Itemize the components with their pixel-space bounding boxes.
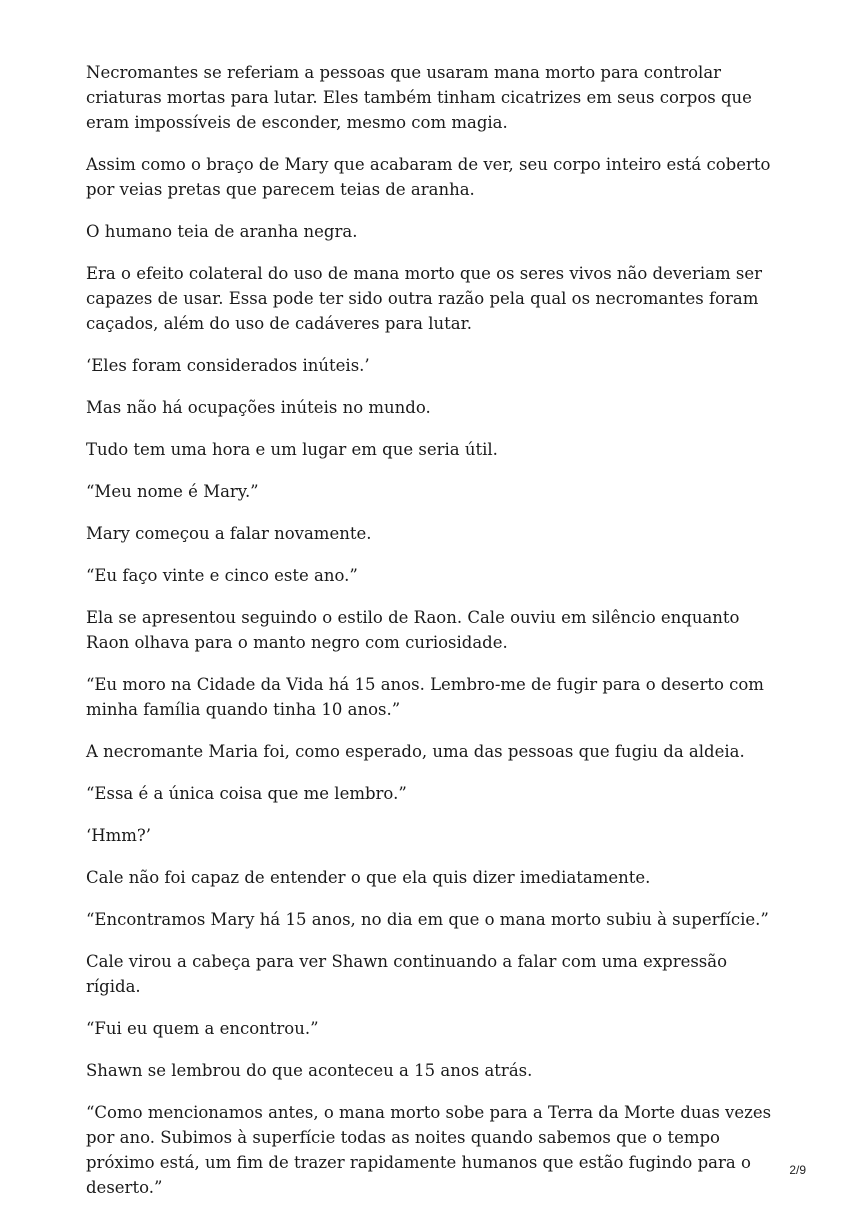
paragraph: Mary começou a falar novamente. (86, 524, 372, 543)
paragraph: “Meu nome é Mary.” (86, 482, 259, 501)
page-number: 2/9 (789, 1163, 806, 1177)
paragraph: “Fui eu quem a encontrou.” (86, 1019, 319, 1038)
paragraph: Tudo tem uma hora e um lugar em que seria útil. (86, 440, 498, 459)
paragraph: Mas não há ocupações inúteis no mundo. (86, 398, 431, 417)
paragraph: Necromantes se referiam a pessoas que usaram mana morto para controlar criaturas mortas para lutar. Eles também tinham cicatrizes em seus corpos que eram impossíveis de esconder, mesmo com magia. (86, 63, 752, 132)
paragraph: “Essa é a única coisa que me lembro.” (86, 784, 407, 803)
paragraph: A necromante Maria foi, como esperado, uma das pessoas que fugiu da aldeia. (86, 742, 745, 761)
paragraph: Cale virou a cabeça para ver Shawn continuando a falar com uma expressão rígida. (86, 952, 728, 996)
paragraph: “Encontramos Mary há 15 anos, no dia em que o mana morto subiu à superfície.” (86, 910, 769, 929)
paragraph: Cale não foi capaz de entender o que ela quis dizer imediatamente. (86, 868, 651, 887)
paragraph: O humano teia de aranha negra. (86, 222, 358, 241)
paragraph: Shawn se lembrou do que aconteceu a 15 anos atrás. (86, 1061, 533, 1080)
paragraph: “Como mencionamos antes, o mana morto sobe para a Terra da Morte duas vezes por ano. Subimos à superfície todas as noites quando sabemos que o tempo próximo está, um fim de trazer rapidamente humanos que estão fugindo para o deserto.” (86, 1103, 772, 1197)
document-body (86, 60, 786, 1217)
paragraph: Assim como o braço de Mary que acabaram de ver, seu corpo inteiro está coberto por veias pretas que parecem teias de aranha. (86, 155, 771, 199)
paragraph: “Eu faço vinte e cinco este ano.” (86, 566, 358, 585)
paragraph: Era o efeito colateral do uso de mana morto que os seres vivos não deveriam ser capazes de usar. Essa pode ter sido outra razão pela qual os necromantes foram caçados, além do uso de cadáveres para lutar. (86, 264, 762, 333)
paragraph: Ela se apresentou seguindo o estilo de Raon. Cale ouviu em silêncio enquanto Raon olhava para o manto negro com curiosidade. (86, 608, 740, 652)
paragraph: ‘Hmm?’ (86, 826, 152, 845)
paragraph: “Eu moro na Cidade da Vida há 15 anos. Lembro-me de fugir para o deserto com minha família quando tinha 10 anos.” (86, 675, 764, 719)
paragraph: ‘Eles foram considerados inúteis.’ (86, 356, 370, 375)
